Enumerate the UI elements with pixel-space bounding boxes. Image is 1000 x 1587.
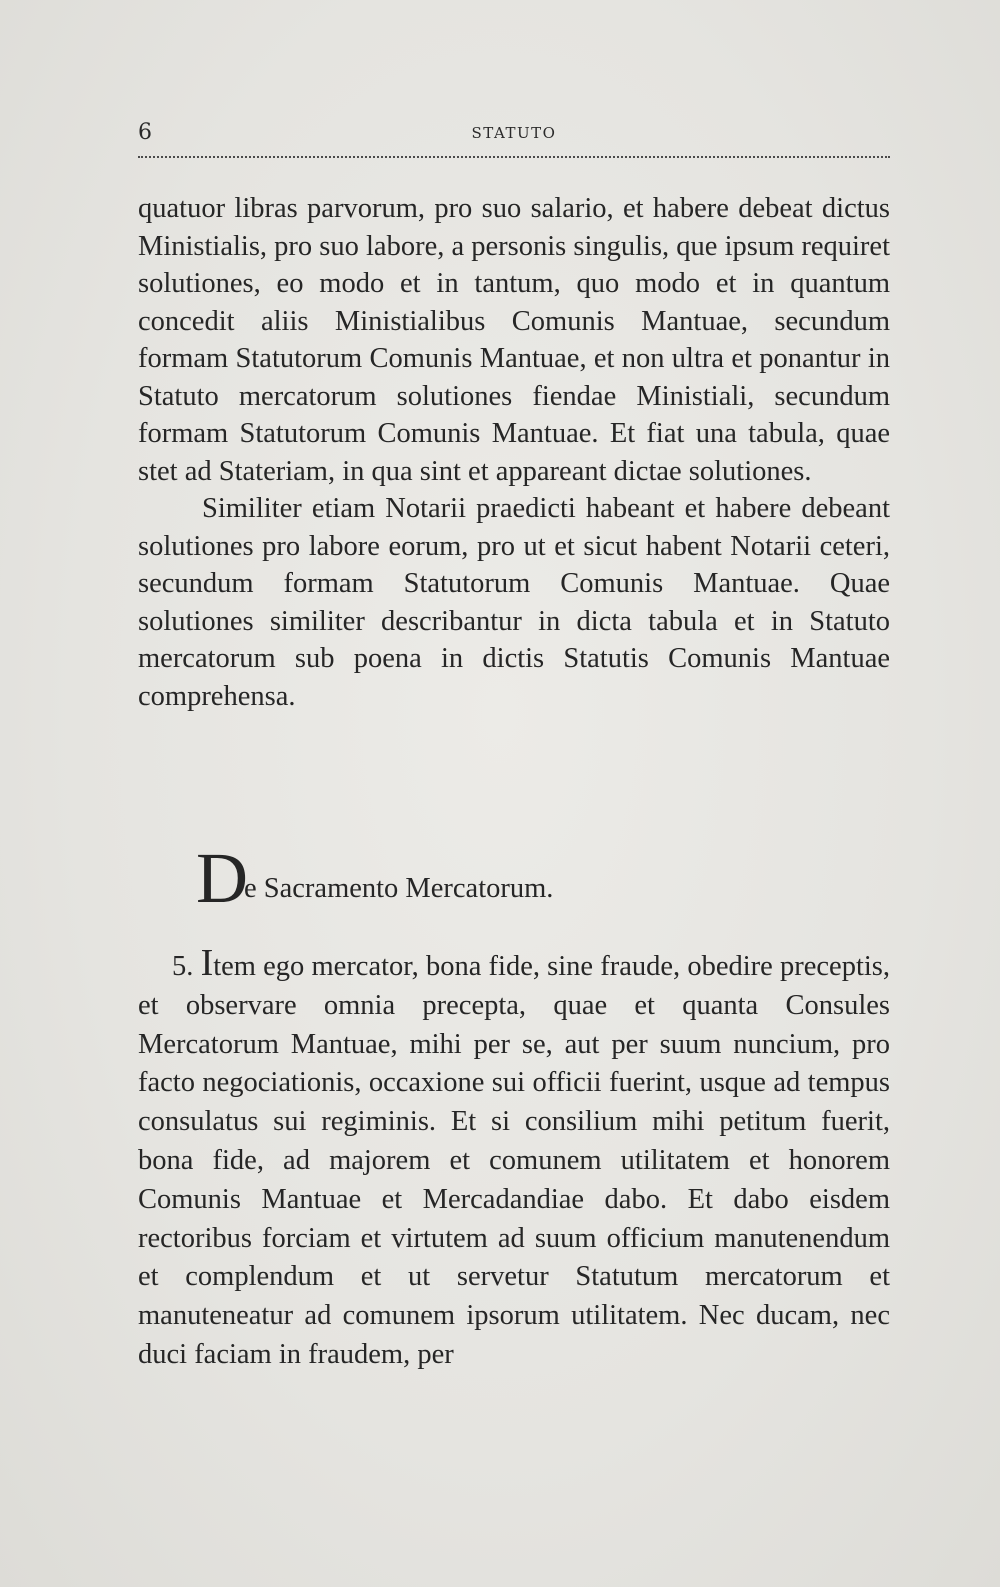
paragraph-1: quatuor libras parvorum, pro suo salario, et habere debeat dictus Ministialis, pro suo labore, a personis singulis, que ipsum requiret solutiones, eo modo et in tantum, quo modo et in quantum concedit aliis Ministialibus Comunis Mantuae, secundum formam Statutorum Comunis Mantuae, et non ultra et ponantur in Statuto mercatorum solutiones fiendae Ministiali, secundum formam Statutorum Comunis Mantuae. Et fiat una tabula, quae stet ad Stateriam, in qua sint et appareant dictae solutiones. — [138, 193, 890, 487]
section-heading — [196, 838, 890, 918]
body-text — [138, 190, 890, 715]
page-header — [138, 118, 890, 148]
article-number: 5. — [172, 951, 194, 982]
running-title: STATUTO — [471, 124, 557, 142]
header-rule — [138, 156, 890, 158]
heading-initial: D — [196, 838, 248, 918]
article-paragraph — [138, 942, 890, 1375]
article-initial: I — [200, 942, 214, 984]
page-number: 6 — [138, 120, 152, 145]
heading-text: e Sacramento Mercatorum. — [244, 873, 554, 904]
paragraph-2: Similiter etiam Notarii praedicti habeant et habere debeant solutiones pro labore eorum, pro ut et sicut habent Notarii ceteri, secundum formam Statutorum Comunis Mantuae. Quae solutiones similiter describantur in dicta tabula et in Statuto mercatorum sub poena in dictis Statutis Comunis Mantuae comprehensa. — [138, 493, 890, 712]
article-5 — [138, 942, 890, 1375]
article-text: tem ego mercator, bona fide, sine fraude, obedire preceptis, et observare omnia precepta, quae et quanta Consules Mercatorum Mantuae, mihi per se, aut per suum nuncium, pro facto negociationis, occaxione sui officii fuerint, usque ad tempus consulatus sui regiminis. Et si consilium mihi petitum fuerit, bona fide, ad majorem et comunem utilitatem et honorem Comunis Mantuae et Mercadandiae dabo. Et dabo eisdem rectoribus forciam et virtutem ad suum officium manutenendum et complendum et ut servetur Statutum mercatorum et manuteneatur ad comunem ipsorum utilitatem. Nec ducam, nec duci faciam in fraudem, per — [138, 951, 890, 1370]
